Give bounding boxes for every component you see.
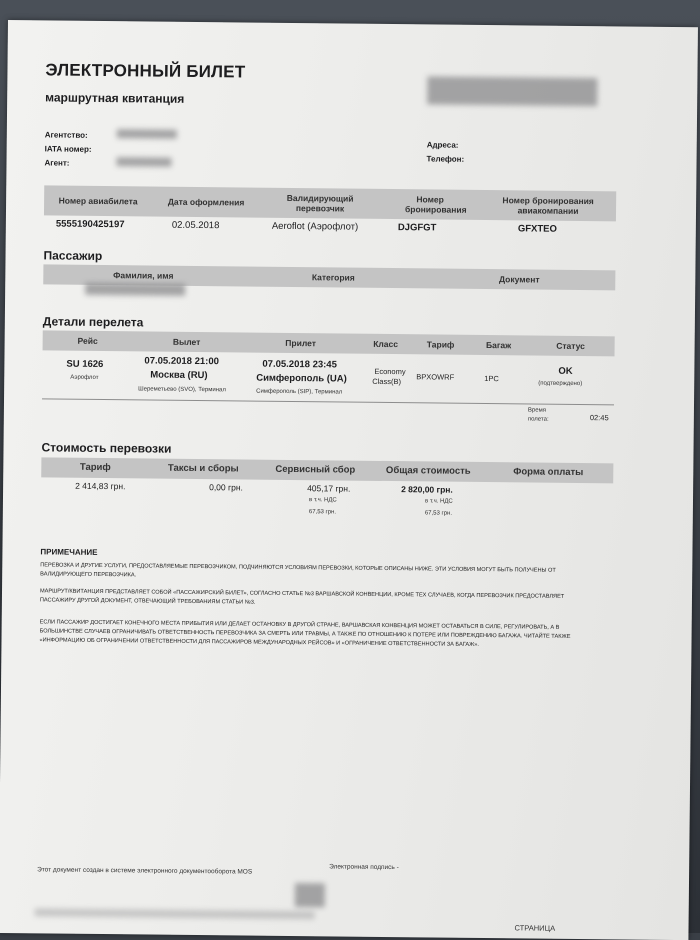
status-badge: OK bbox=[558, 365, 573, 377]
flight-row-divider bbox=[42, 398, 614, 405]
col-class: Класс bbox=[373, 338, 399, 350]
col-cost-service: Сервисный сбор bbox=[275, 463, 356, 476]
document-title: ЭЛЕКТРОННЫЙ БИЛЕТ bbox=[45, 60, 246, 82]
col-arrival: Прилет bbox=[285, 337, 316, 349]
issue-date-value: 02.05.2018 bbox=[171, 219, 220, 232]
departure-airport: Шереметьево (SVO), Терминал bbox=[138, 386, 226, 394]
col-passenger-category: Категория bbox=[311, 272, 355, 283]
flight-number-value: SU 1626 bbox=[66, 358, 104, 371]
arrival-datetime: 07.05.2018 23:45 bbox=[262, 358, 337, 371]
passenger-section-title: Пассажир bbox=[43, 248, 103, 263]
address-label: Адреса: bbox=[426, 140, 459, 150]
cost-service-value: 405,17 грн. bbox=[307, 483, 351, 494]
col-status: Статус bbox=[556, 340, 585, 352]
col-cost-payment: Форма оплаты bbox=[513, 466, 584, 479]
redacted-signature bbox=[295, 883, 325, 907]
col-passenger-document: Документ bbox=[498, 274, 540, 285]
cost-total-vat-label: в т.ч. НДС bbox=[424, 498, 453, 505]
flight-header-row bbox=[43, 330, 615, 356]
ticket-document bbox=[0, 20, 698, 940]
baggage-value: 1PC bbox=[484, 374, 499, 384]
col-cost-fare: Тариф bbox=[79, 461, 111, 474]
col-passenger-name: Фамилия, имя bbox=[113, 270, 174, 281]
ticket-number-value: 5555190425197 bbox=[55, 218, 125, 231]
cost-fare-value: 2 414,83 грн. bbox=[75, 480, 126, 492]
col-issue-date: Дата оформления bbox=[167, 196, 245, 208]
col-cost-taxes: Таксы и сборы bbox=[167, 462, 239, 475]
cost-header-row bbox=[41, 457, 613, 483]
flight-time-value: 02:45 bbox=[589, 413, 609, 423]
agency-label: Агентство: bbox=[44, 130, 88, 140]
agent-label: Агент: bbox=[44, 158, 70, 168]
arrival-city: Симферополь (UA) bbox=[256, 372, 347, 385]
redacted-footer-line bbox=[35, 908, 315, 919]
status-note: (подтверждено) bbox=[538, 380, 583, 388]
flight-section-title: Детали перелета bbox=[42, 314, 144, 330]
notes-title: ПРИМЕЧАНИЕ bbox=[40, 547, 98, 557]
col-carrier: Валидирующий перевозчик bbox=[286, 192, 354, 214]
col-airline-booking: Номер бронирования авиакомпании bbox=[502, 195, 594, 216]
col-ticket-number: Номер авиабилета bbox=[58, 195, 138, 207]
cost-service-vat-value: 67,53 грн. bbox=[308, 509, 337, 516]
arrival-airport: Симферополь (SIP), Терминал bbox=[256, 388, 343, 396]
booking-header-row bbox=[44, 185, 616, 221]
redacted-agency bbox=[117, 129, 177, 139]
footer-document-note: Этот документ создан в системе электронного документооборота MOS bbox=[37, 866, 253, 876]
flight-time-label-1: Время bbox=[527, 407, 547, 414]
departure-datetime: 07.05.2018 21:00 bbox=[144, 355, 219, 368]
col-booking-number: Номер бронирования bbox=[404, 194, 467, 215]
cost-section-title: Стоимость перевозки bbox=[41, 440, 172, 456]
redacted-agent bbox=[116, 157, 171, 167]
notes-paragraph-3: ЕСЛИ ПАССАЖИР ДОСТИГАЕТ КОНЕЧНОГО МЕСТА ПРИБЫТИЯ ИЛИ ДЕЛАЕТ ОСТАНОВКУ В ДРУГОЙ СТРАНЕ, ВАРШАВСКАЯ КОНВЕНЦИЯ МОЖЕТ ОСТАВАТЬСЯ В СИЛЕ, РЕГУЛИРОВАТЬ, А В БОЛЬШИНСТВЕ СЛУЧАЕВ ОГРАНИЧИВАТЬ ОТВЕТСТВЕННОСТЬ ПЕРЕВОЗЧИКА ЗА СМЕРТЬ ИЛИ ТРАВМЫ, А ТАКЖЕ ПО ОТНОШЕНИЮ К ПОТЕРЕ ИЛИ ПОВРЕЖДЕНИЮ БАГАЖА. ЧИТАЙТЕ ТАКЖЕ «ИНФОРМАЦИЮ ОБ ОГРАНИЧЕНИИ ОТВЕТСТВЕННОСТИ ДЛЯ ПАССАЖИРОВ МЕЖДУНАРОДНЫХ РЕЙСОВ» И «ОГРАНИЧЕНИЕ ОТВЕТСТВЕННОСТИ ЗА БАГАЖ». bbox=[39, 619, 571, 648]
col-departure: Вылет bbox=[172, 336, 201, 348]
footer-page-label: СТРАНИЦА bbox=[514, 923, 556, 933]
redacted-logo bbox=[427, 76, 597, 106]
notes-paragraph-1: ПЕРЕВОЗКА И ДРУГИЕ УСЛУГИ, ПРЕДОСТАВЛЯЕМЫЕ ПЕРЕВОЗЧИКОМ, ПОДЧИНЯЮТСЯ УСЛОВИЯМ ПЕРЕВОЗКИ, КОТОРЫЕ ОПИСАНЫ НИЖЕ. ЭТИ УСЛОВИЯ МОГУТ БЫТЬ ПОЛУЧЕНЫ ОТ ВАЛИДИРУЮЩЕГО ПЕРЕВОЗЧИКА. bbox=[40, 562, 556, 579]
cost-total-value: 2 820,00 грн. bbox=[401, 484, 453, 495]
iata-label: IATA номер: bbox=[44, 144, 92, 154]
departure-city: Москва (RU) bbox=[150, 369, 208, 382]
carrier-value: Aeroflot (Аэрофлот) bbox=[271, 220, 359, 233]
col-fare: Тариф bbox=[426, 339, 455, 350]
col-flight: Рейс bbox=[77, 335, 98, 346]
airline-name: Аэрофлот bbox=[70, 374, 99, 381]
redacted-passenger-name bbox=[85, 283, 185, 296]
class-line-2: Class(B) bbox=[372, 376, 402, 387]
col-cost-total: Общая стоимость bbox=[385, 464, 471, 477]
cost-total-vat-value: 67,53 грн. bbox=[424, 510, 453, 517]
class-line-1: Economy bbox=[374, 366, 406, 377]
document-subtitle: маршрутная квитанция bbox=[45, 90, 185, 106]
flight-time-label-2: полета: bbox=[527, 416, 549, 423]
booking-number-value: DJGFGT bbox=[397, 222, 437, 234]
col-baggage: Багаж bbox=[485, 340, 512, 351]
footer-signature-label: Электронная подпись - bbox=[329, 863, 399, 872]
airline-booking-value: GFXTEO bbox=[517, 223, 557, 235]
notes-paragraph-2: МАРШРУТ/КВИТАНЦИЯ ПРЕДСТАВЛЯЕТ СОБОЙ «ПАССАЖИРСКИЙ БИЛЕТ», СОГЛАСНО СТАТЬЕ №3 ВАРШАВСКОЙ КОНВЕНЦИИ, КРОМЕ ТЕХ СЛУЧАЕВ, КОГДА ПЕРЕВОЗЧИК ПРЕДОСТАВЛЯЕТ ПАССАЖИРУ ДРУГОЙ ДОКУМЕНТ, ОТВЕЧАЮЩИЙ ТРЕБОВАНИЯМ СТАТЬИ №3. bbox=[39, 588, 565, 606]
cost-taxes-value: 0,00 грн. bbox=[209, 482, 243, 493]
phone-label: Телефон: bbox=[426, 154, 465, 164]
cost-service-vat-label: в т.ч. НДС bbox=[308, 497, 337, 504]
fare-code: BPXOWRF bbox=[416, 372, 455, 382]
